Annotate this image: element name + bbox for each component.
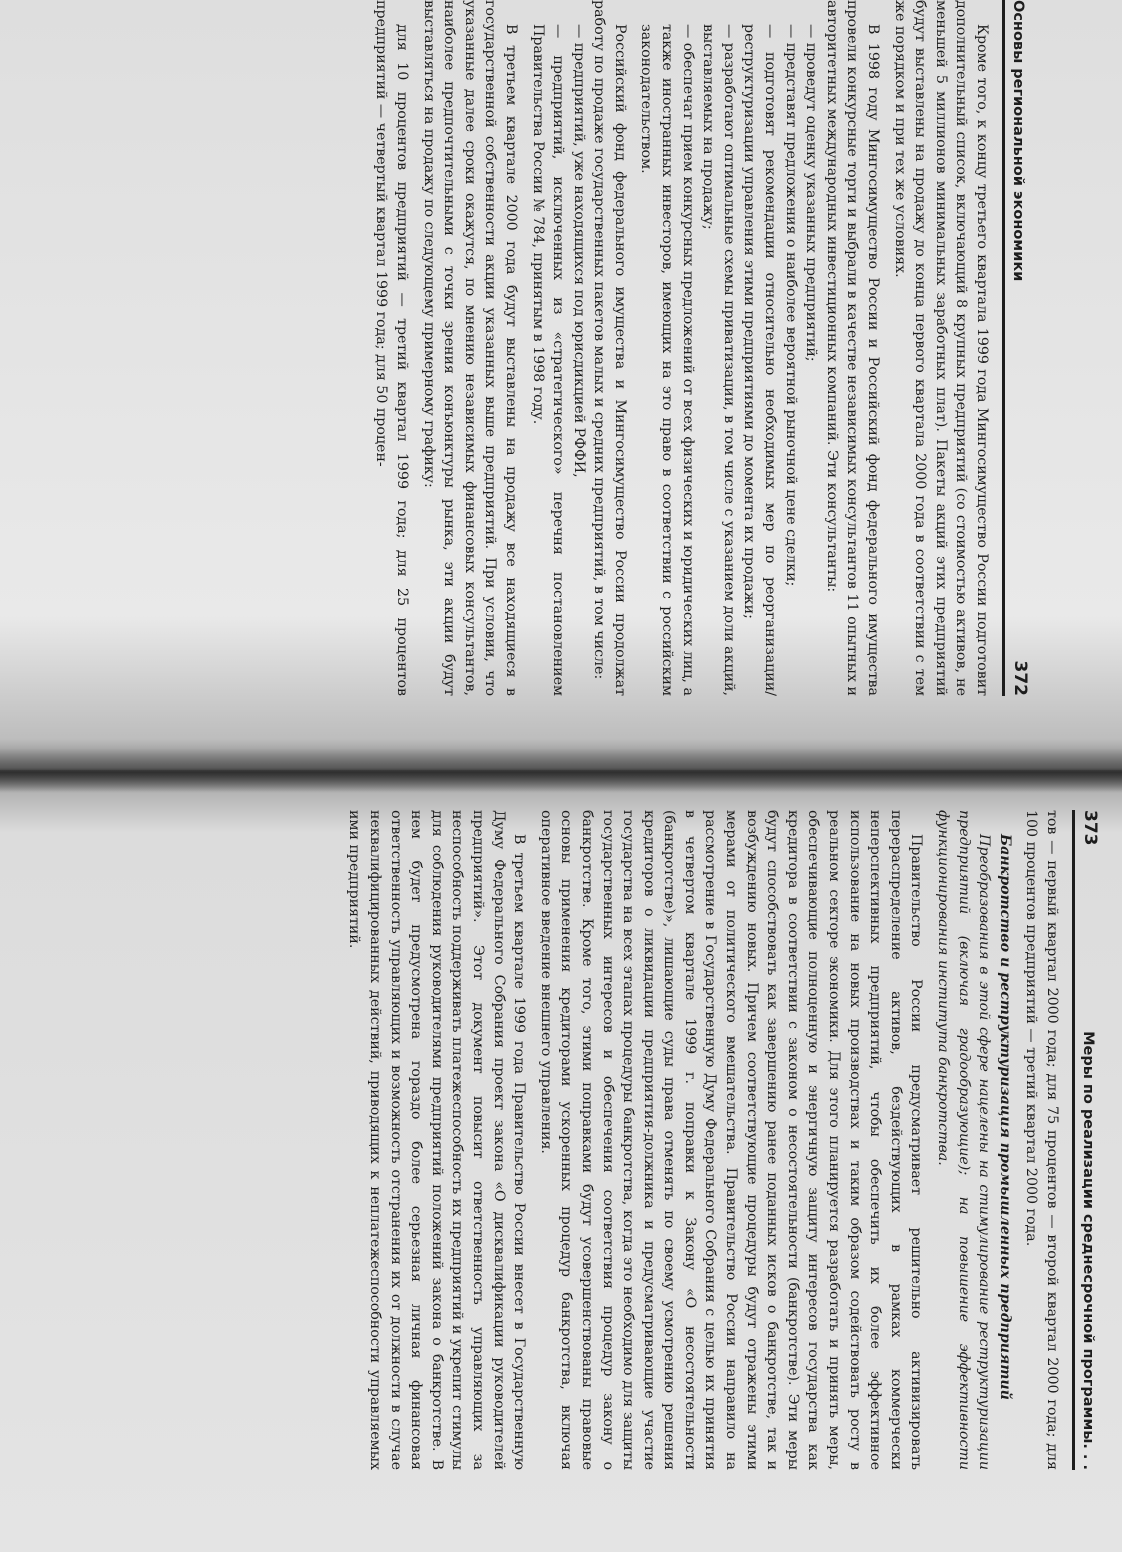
list-item: — разработают оптимальные схемы приватизации, в том числе с указанием доли акций, выставляемых на продажу;: [700, 24, 737, 696]
section-heading: Банкротство и реструктуризация промышленных предприятий: [996, 834, 1013, 1400]
running-head-title: Меры по реализации среднесрочной программы. . .: [1080, 1031, 1096, 1470]
running-head-left: [1002, 0, 1030, 696]
page-body: [344, 810, 1062, 1470]
page-number: 372: [1010, 660, 1030, 696]
paragraph: Российский фонд федерального имущества и Мингосимущество России продолжат работу по продаже государственных пакетов малых и средних предприятий, в том числе:: [591, 0, 628, 696]
running-head-right: [1072, 810, 1100, 1470]
paragraph: В третьем квартале 2000 года будут выставлены на продажу все находящиеся в государственной собственности акции указанных выше предприятий. При условии, что указанные далее сроки окажутся, по мнению независимых финансовых консультантов, наиболее предпочтительными с точки зрения конъюнктуры рынка, эти акции будут выставляться на продажу по следующему примерному графику:: [420, 0, 519, 696]
paragraph: Кроме того, к концу третьего квартала 1999 года Мингосимущество России подготовит дополнительный список, включающий 8 крупных предприятий (со стоимостью активов, не меньшей 5 миллионов минимальных заработных плат). Пакеты акций этих предприятий будут выставлены на продажу до конца первого квартала 2000 года в соответствии с тем же порядком и при тех же условиях.: [891, 0, 990, 696]
page-372: [40, 0, 1030, 696]
list-item: — представят предложения о наиболее вероятной рыночной цене сделки;: [782, 24, 799, 587]
page-373: [50, 810, 1100, 1470]
list-item: — подготовят рекомендации относительно необходимых мер по реорганизации/реструктуризации управления этими предприятиями до момента их продажи;: [741, 24, 779, 696]
list-item: — предприятий, исключенных из «стратегического» перечня постановлением Правительства России № 784, принятым в 1998 году.: [529, 24, 567, 696]
list-item: — предприятий, уже находящихся под юрисдикцией РФФИ,: [570, 24, 587, 478]
paragraph: В третьем квартале 1999 года Правительство России внесет в Государственную Думу Федерального Собрания проект закона «О дисквалификации руководителей предприятий». Этот документ повысит ответственность управляющих за неспособность поддерживать платежеспособность их предприятий и укрепит стимулы для соблюдения руководителями предприятий положений закона о банкротстве. В нем будет предусмотрена гораздо более серьезная личная финансовая ответственность управляющих и возможность отстранения их от должности в случае неквалифицированных действий, приводящих к неплатежеспособности управляемых ими предприятий.: [346, 810, 528, 1470]
list-item: — проведут оценку указанных предприятий;: [803, 24, 820, 362]
page-number: 373: [1080, 810, 1100, 846]
section-lead: Преобразования в этой сфере нацелены на стимулирование реструктуризации предприятий (включая градообразующие); на повышение эффективности функционирования института банкротства.: [935, 810, 993, 1470]
paragraph: для 10 процентов предприятий — третий квартал 1999 года; для 25 процентов предприятий — четвертый квартал 1999 года; для 50 процен-: [373, 0, 410, 696]
list-item: — обеспечат прием конкурсных предложений от всех физических и юридических лиц, а также иностранных инвесторов, имеющих на это право в соответствии с российским законодательством.: [638, 24, 696, 696]
running-head-title: Основы региональной экономики: [1010, 0, 1026, 282]
paragraph: Правительство России предусматривает решительно активизировать перераспределение активов, бездействующих в рамках коммерчески неперспективных предприятий, чтобы обеспечить их более эффективное использование на новых производствах и таким образом содействовать росту в реальном секторе экономики. Для этого планируется разработать и принять меры, обеспечивающие полноценную и энергичную защиту интересов государства как кредитора в соответствии с законом о несостоятельности (банкротстве). Эти меры будут способствовать как завершению ранее поданных исков о банкротстве, так и возбуждению новых. Причем соответствующие процедуры будут отражены этими мерами от политического вмешательства. Правительство России направило на рассмотрение в Государственную Думу Федерального Собрания с целью их принятия в четвертом квартале 1999 г. поправки к Закону «О несостоятельности (банкротстве)», лишающие суды права отменять по своему усмотрению решения кредиторов о ликвидации предприятия-должника и предусматривающие участие государства на всех этапах процедуры банкротства, когда это необходимо для защиты государственных интересов и обеспечения соответствия процедур закону о банкротстве. Кроме того, этими поправками будут усовершенствованы правовые основы применения кредиторами ускоренных процедур банкротства, включая оперативное введение внешнего управления.: [537, 810, 925, 1470]
paragraph: тов — первый квартал 2000 года; для 75 процентов — второй квартал 2000 года; для 100 процентов предприятий — третий квартал 2000 года.: [1023, 810, 1060, 1470]
page-body: [371, 0, 992, 696]
paragraph: В 1998 году Мингосимущество России и Российский фонд федерального имущества провели конкурсные торги и выбрали в качестве независимых консультантов 11 опытных и авторитетных международных инвестиционных компаний. Эти консультанты:: [823, 0, 882, 696]
